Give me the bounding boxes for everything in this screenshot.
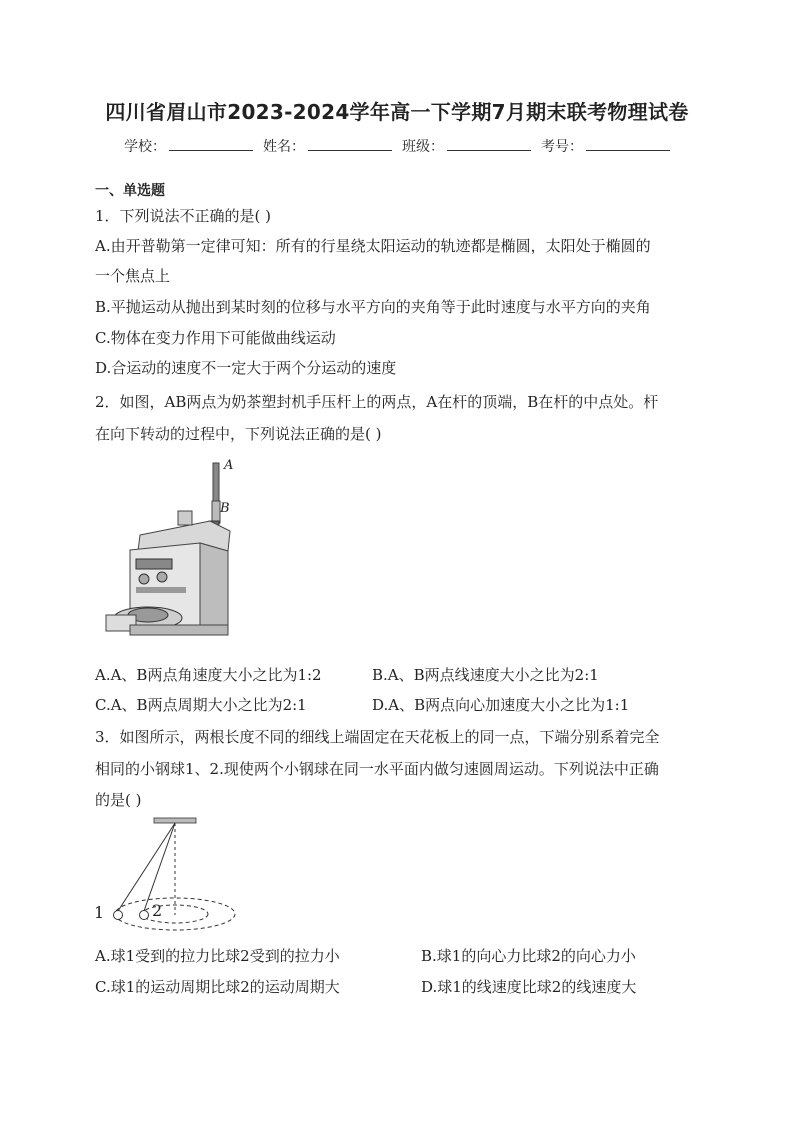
label-a: A	[224, 458, 234, 473]
school-label: 学校：	[124, 139, 166, 155]
pendulum-figure	[90, 812, 240, 932]
q1-option-b: B.平抛运动从抛出到某时刻的位移与水平方向的夹角等于此时速度与水平方向的夹角	[95, 298, 651, 316]
school-blank[interactable]	[169, 136, 253, 151]
q3-option-c: C.球1的运动周期比球2的运动周期大	[95, 978, 340, 996]
q1-option-d: D.合运动的速度不一定大于两个分运动的速度	[95, 359, 397, 377]
q3-stem-line3: 的是( )	[95, 791, 142, 809]
label-b: B	[220, 501, 230, 516]
q2-stem-line1: 2．如图，AB两点为奶茶塑封机手压杆上的两点，A在杆的顶端，B在杆的中点处。杆	[95, 393, 659, 411]
q3-stem-line1: 3．如图所示，两根长度不同的细线上端固定在天花板上的同一点，下端分别系着完全	[95, 728, 660, 746]
ball-2-label: 2	[152, 901, 163, 920]
q2-option-b: B.A、B两点线速度大小之比为2:1	[372, 666, 599, 684]
name-label: 姓名：	[263, 139, 305, 155]
q1-option-c: C.物体在变力作用下可能做曲线运动	[95, 329, 336, 347]
q3-stem-line2: 相同的小钢球1、2.现使两个小钢球在同一水平面内做匀速圆周运动。下列说法中正确	[95, 760, 659, 778]
class-blank[interactable]	[447, 136, 531, 151]
q2-option-c: C.A、B两点周期大小之比为2:1	[95, 696, 307, 714]
q1-option-a-line1: A.由开普勒第一定律可知：所有的行星绕太阳运动的轨迹都是椭圆，太阳处于椭圆的	[95, 237, 651, 255]
q2-option-a: A.A、B两点角速度大小之比为1:2	[95, 666, 322, 684]
name-field[interactable]	[263, 136, 392, 156]
class-field[interactable]	[402, 136, 531, 156]
q3-option-b: B.球1的向心力比球2的向心力小	[421, 947, 636, 965]
q1-stem: 1．下列说法不正确的是( )	[95, 207, 272, 225]
exam-number-blank[interactable]	[586, 136, 670, 151]
student-info-row	[0, 136, 794, 156]
page-title: 四川省眉山市2023-2024学年高一下学期7月期末联考物理试卷	[105, 100, 689, 124]
q2-option-d: D.A、B两点向心加速度大小之比为1:1	[372, 696, 630, 714]
name-blank[interactable]	[308, 136, 392, 151]
q1-option-a-line2: 一个焦点上	[95, 267, 171, 285]
section-heading: 一、单选题	[95, 183, 165, 199]
class-label: 班级：	[402, 139, 444, 155]
q2-stem-line2: 在向下转动的过程中，下列说法正确的是( )	[95, 425, 382, 443]
sealing-machine-figure	[100, 455, 250, 650]
ball-1-label: 1	[94, 903, 105, 922]
q3-option-d: D.球1的线速度比球2的线速度大	[421, 978, 637, 996]
exam-number-field[interactable]	[541, 136, 670, 156]
exam-number-label: 考号：	[541, 139, 583, 155]
school-field[interactable]	[124, 136, 253, 156]
q3-option-a: A.球1受到的拉力比球2受到的拉力小	[95, 947, 340, 965]
